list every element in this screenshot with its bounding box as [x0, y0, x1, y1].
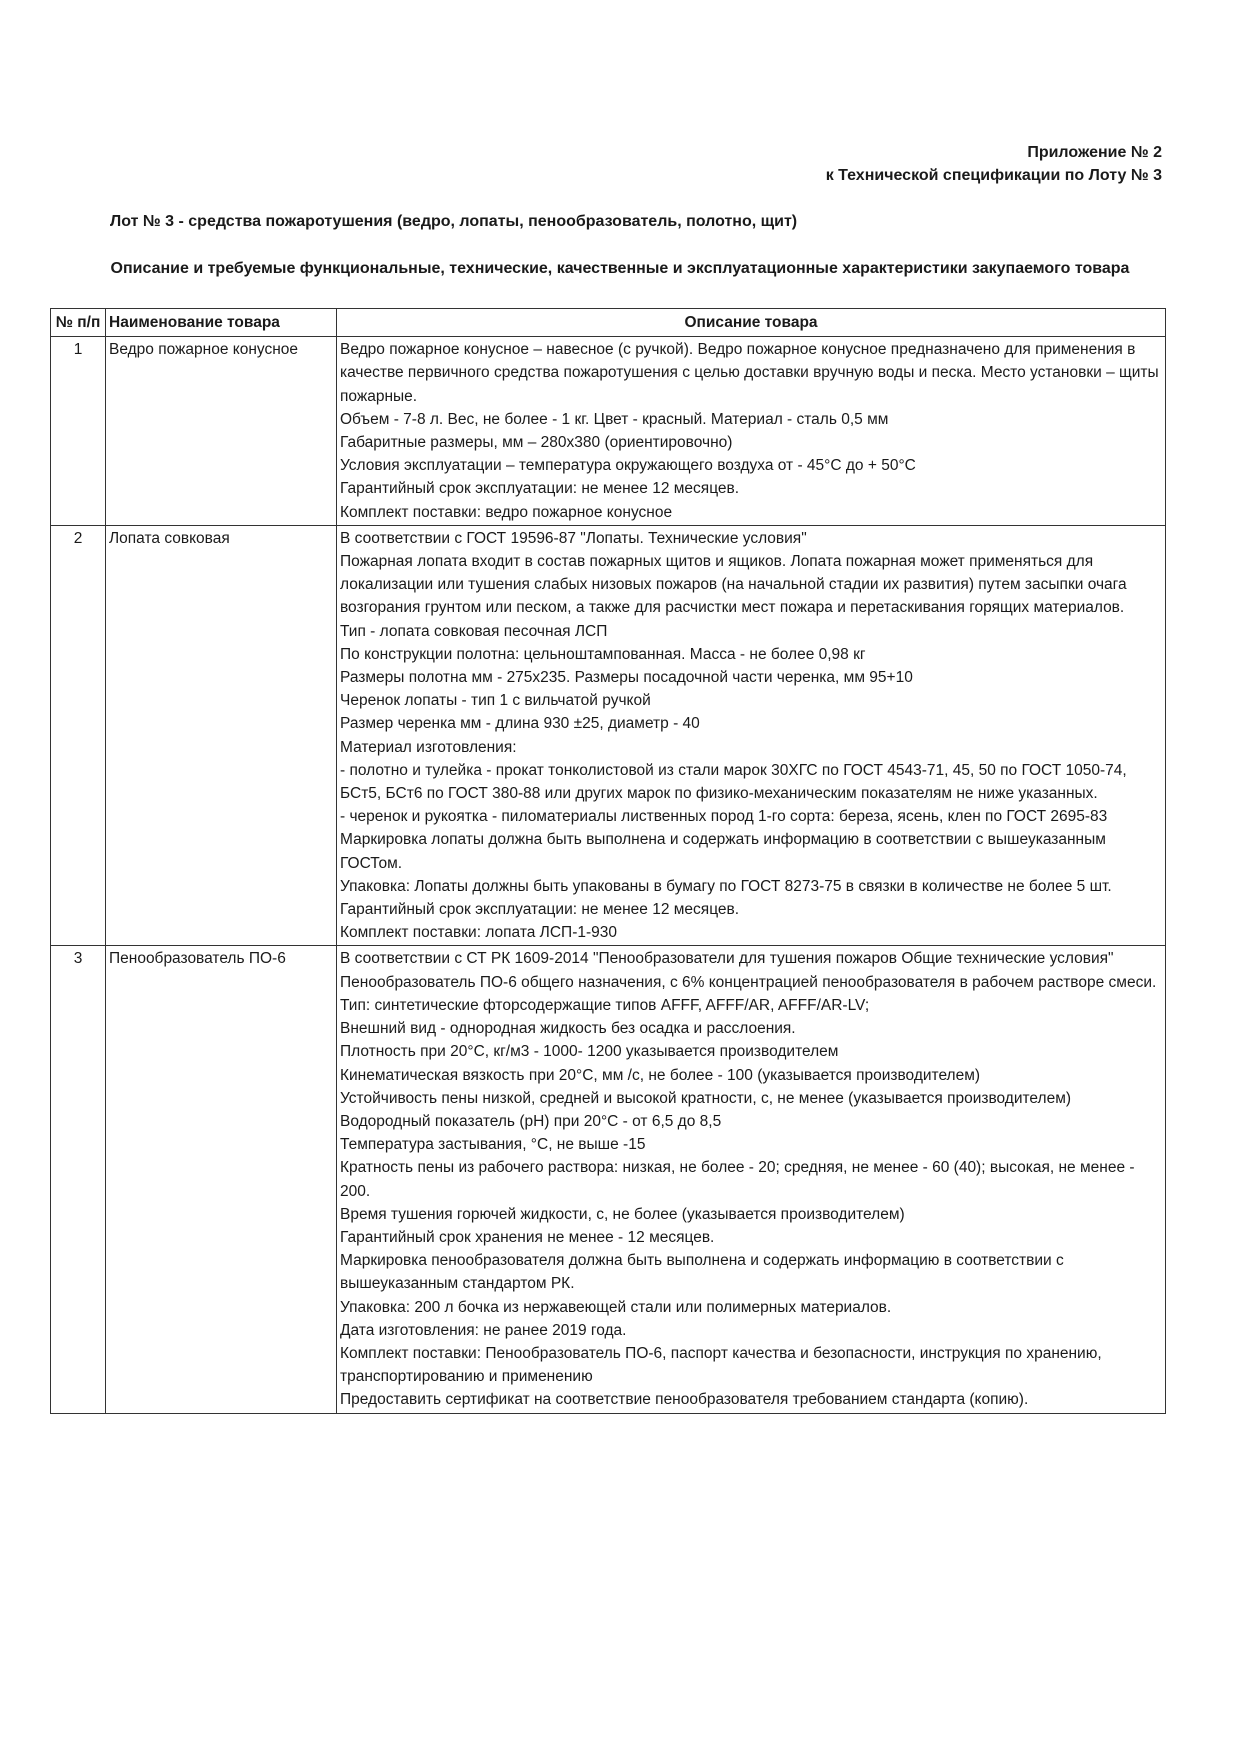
- description-line: Гарантийный срок хранения не менее - 12 месяцев.: [340, 1228, 715, 1246]
- description-line: Пенообразователь ПО-6 общего назначения, с 6% концентрацией пенообразователя в рабочем растворе смеси.: [340, 973, 1157, 991]
- description-line: Материал изготовления:: [340, 738, 517, 756]
- description-line: Температура застывания, °С, не выше -15: [340, 1136, 646, 1154]
- table-row: [51, 337, 1166, 526]
- specification-table: [50, 308, 1166, 1414]
- product-name: Пенообразователь ПО-6: [106, 946, 337, 1413]
- description-line: Тип - лопата совковая песочная ЛСП: [340, 622, 608, 640]
- description-line: Габаритные размеры, мм – 280х380 (ориентировочно): [340, 434, 733, 452]
- description-line: Внешний вид - однородная жидкость без осадка и расслоения.: [340, 1020, 796, 1038]
- table-row: [51, 946, 1166, 1413]
- description-line: Дата изготовления: не ранее 2019 года.: [340, 1321, 627, 1339]
- row-number: 1: [51, 337, 106, 526]
- description-line: Пожарная лопата входит в состав пожарных щитов и ящиков. Лопата пожарная может применяться для локализации или тушения слабых низовых пожаров (на начальной стадии их развития) путем засыпки очага возгорания грунтом или песком, а также для расчистки мест пожара и перетаскивания горящих материалов.: [340, 553, 1127, 617]
- description-line: В соответствии с СТ РК 1609-2014 "Пенообразователи для тушения пожаров Общие технические условия": [340, 950, 1114, 968]
- description-line: Время тушения горючей жидкости, с, не более (указывается производителем): [340, 1205, 905, 1223]
- description-line: Комплект поставки: Пенообразователь ПО-6, паспорт качества и безопасности, инструкция по хранению, транспортированию и применению: [340, 1344, 1102, 1386]
- description-line: Гарантийный срок эксплуатации: не менее 12 месяцев.: [340, 901, 740, 919]
- description-line: В соответствии с ГОСТ 19596-87 "Лопаты. Технические условия": [340, 529, 807, 547]
- row-number: 3: [51, 946, 106, 1413]
- description-line: Предоставить сертификат на соответствие пенообразователя требованием стандарта (копию).: [340, 1391, 1029, 1409]
- product-description: [337, 525, 1166, 946]
- description-line: Объем - 7-8 л. Вес, не более - 1 кг. Цвет - красный. Материал - сталь 0,5 мм: [340, 410, 889, 428]
- description-line: Комплект поставки: ведро пожарное конусное: [340, 503, 673, 521]
- description-line: Маркировка пенообразователя должна быть выполнена и содержать информацию в соответствии с вышеуказанным стандартом РК.: [340, 1252, 1064, 1293]
- product-name: Ведро пожарное конусное: [106, 337, 337, 526]
- row-number: 2: [51, 525, 106, 946]
- description-line: По конструкции полотна: цельноштампованная. Масса - не более 0,98 кг: [340, 645, 866, 663]
- column-header-description: Описание товара: [337, 309, 1166, 337]
- description-line: Маркировка лопаты должна быть выполнена и содержать информацию в соответствии с вышеуказанным ГОСТом.: [340, 831, 1106, 872]
- description-line: Устойчивость пены низкой, средней и высокой кратности, с, не менее (указывается производителем): [340, 1089, 1072, 1107]
- appendix-reference: к Технической спецификации по Лоту № 3: [825, 167, 1162, 184]
- product-description: [337, 946, 1166, 1413]
- product-name: Лопата совковая: [106, 525, 337, 946]
- description-line: Упаковка: Лопаты должны быть упакованы в бумагу по ГОСТ 8273-75 в связки в количестве не более 5 шт.: [340, 877, 1112, 895]
- table-header-row: [51, 309, 1166, 337]
- description-title: Описание и требуемые функциональные, технические, качественные и эксплуатационные характеристики закупаемого товара: [110, 260, 1130, 277]
- description-line: - полотно и тулейка - прокат тонколистовой из стали марок 30ХГС по ГОСТ 4543-71, 45, 50 по ГОСТ 1050-74, БСт5, БСт6 по ГОСТ 380-88 или других марок по физико-механическим показателям не ниже указанных.: [340, 761, 1127, 803]
- description-line: Условия эксплуатации – температура окружающего воздуха от - 45°С до + 50°С: [340, 457, 916, 475]
- product-description: [337, 337, 1166, 526]
- column-header-number: № п/п: [51, 309, 106, 337]
- description-line: Кратность пены из рабочего раствора: низкая, не более - 20; средняя, не менее - 60 (40); высокая, не менее - 200.: [340, 1159, 1135, 1200]
- description-line: Размер черенка мм - длина 930 ±25, диаметр - 40: [340, 715, 700, 733]
- description-line: Ведро пожарное конусное – навесное (с ручкой). Ведро пожарное конусное предназначено для применения в качестве первичного средства пожаротушения с целью доставки вручную воды и песка. Место установки – щиты пожарные.: [340, 341, 1159, 405]
- description-line: Водородный показатель (рН) при 20°С - от 6,5 до 8,5: [340, 1112, 722, 1130]
- lot-title: Лот № 3 - средства пожаротушения (ведро, лопаты, пенообразователь, полотно, щит): [110, 213, 798, 230]
- description-line: Размеры полотна мм - 275х235. Размеры посадочной части черенка, мм 95+10: [340, 669, 913, 687]
- table-body: [51, 337, 1166, 1413]
- description-line: Плотность при 20°С, кг/м3 - 1000- 1200 указывается производителем: [340, 1043, 839, 1061]
- appendix-number: Приложение № 2: [1027, 144, 1162, 161]
- description-line: - черенок и рукоятка - пиломатериалы лиственных пород 1-го сорта: береза, ясень, клен по ГОСТ 2695-83: [340, 808, 1108, 826]
- appendix-header: [826, 141, 1162, 187]
- description-line: Кинематическая вязкость при 20°С, мм /с, не более - 100 (указывается производителем): [340, 1066, 981, 1084]
- description-line: Гарантийный срок эксплуатации: не менее 12 месяцев.: [340, 480, 740, 498]
- column-header-name: Наименование товара: [106, 309, 337, 337]
- description-line: Упаковка: 200 л бочка из нержавеющей стали или полимерных материалов.: [340, 1298, 892, 1316]
- description-line: Черенок лопаты - тип 1 с вильчатой ручкой: [340, 692, 651, 710]
- table-row: [51, 525, 1166, 946]
- description-line: Тип: синтетические фторсодержащие типов AFFF, AFFF/AR, AFFF/AR-LV;: [340, 996, 870, 1014]
- description-line: Комплект поставки: лопата ЛСП-1-930: [340, 924, 617, 942]
